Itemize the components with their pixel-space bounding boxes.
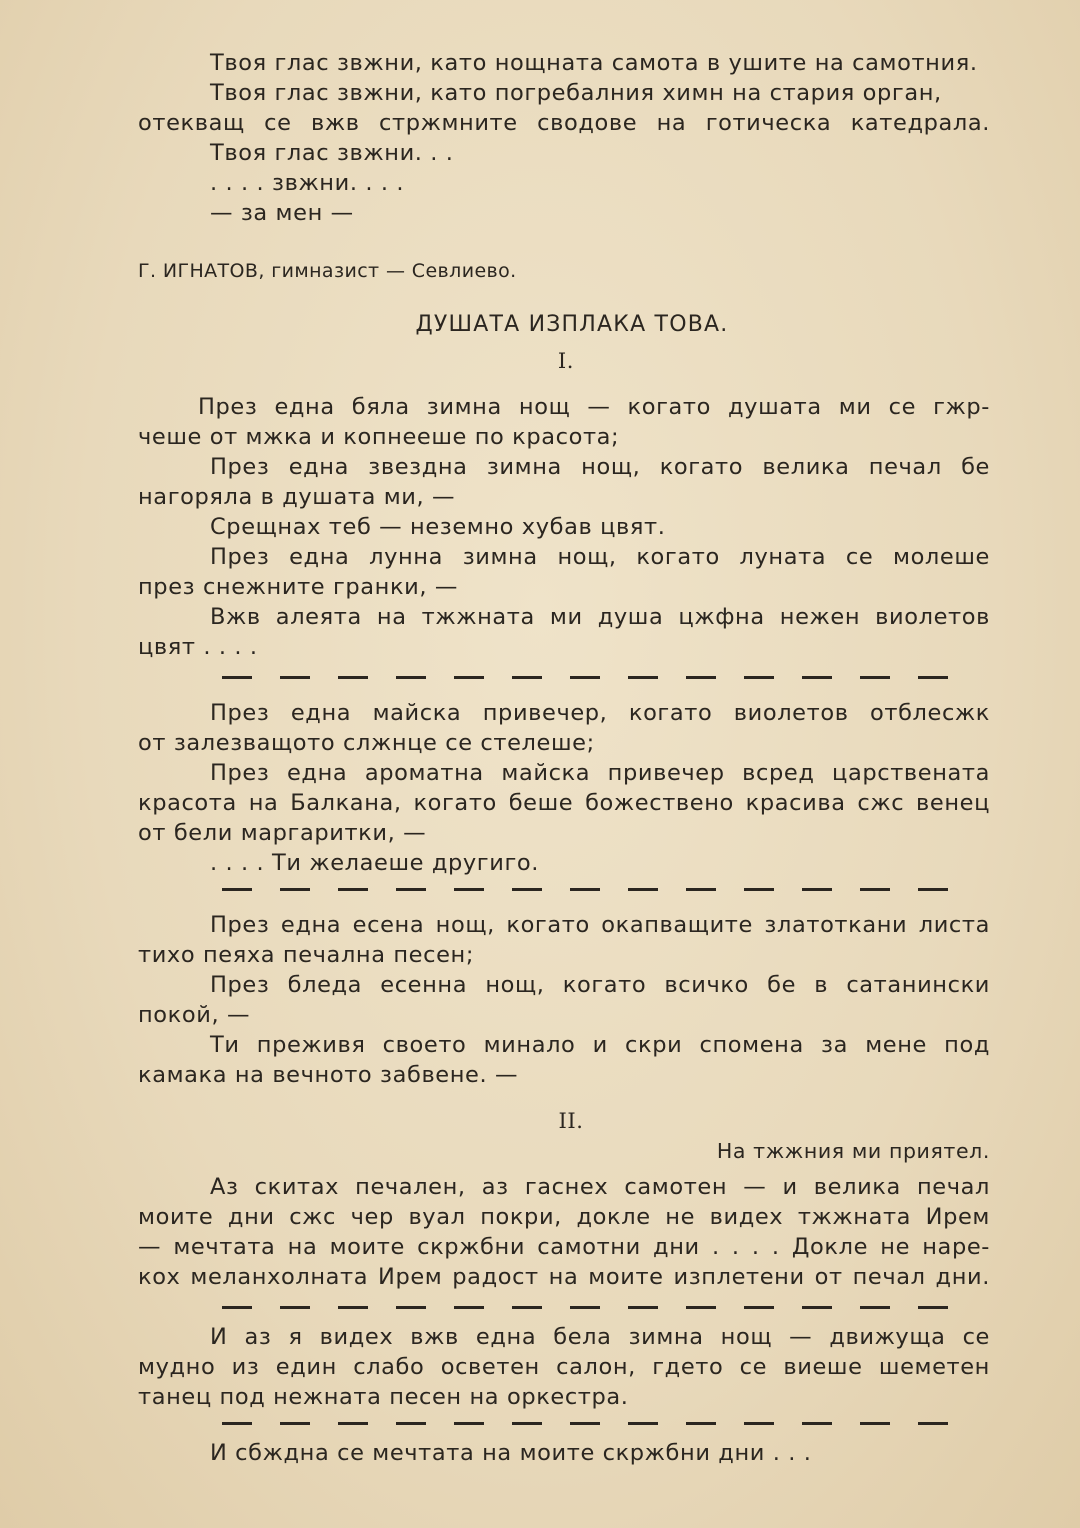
p1-s1-line-5: Срещнах теб — неземно хубав цвят. [210,514,666,540]
author-signature: Г. ИГНАТОВ, гимназист — Севлиево. [138,260,517,282]
section-divider [138,662,990,692]
section-divider [138,1292,990,1322]
p1-s1-line-6: През една лунна зимна нощ, когато луната се молеше [210,544,990,570]
dedication: На тжжния ми приятел. [716,1139,990,1163]
p1-s1-line-3: През една звездна зимна нощ, когато велика печал бе [210,454,990,480]
p1-s2-line-2: от залезващото слжнце се стелеше; [138,730,595,756]
p2-s3-line-1: И сбждна се мечтата на моите скржбни дни . . . [210,1440,812,1466]
intro-line-3: отекващ се вжв стржмните сводове на готическа катедрала. [138,110,990,136]
intro-line-1: Твоя глас звжни, като нощната самота в ушите на самотния. [210,50,978,76]
p2-s2-line-2: мудно из един слабо осветен салон, гдето се виеше шеметен [138,1354,990,1380]
p2-s2-line-1: И аз я видех вжв една бела зимна нощ — движуща се [210,1324,990,1350]
p1-s1-line-7: през снежните гранки, — [138,574,458,600]
p1-s2-line-1: През една майска привечер, когато виолетов отблесжк [210,700,990,726]
p1-s3-line-4: покой, — [138,1002,251,1028]
p2-s1-line-2: моите дни сжс чер вуал покри, докле не видех тжжната Ирем [138,1204,990,1230]
p2-s2-line-3: танец под нежната песен на оркестра. [138,1384,629,1410]
p1-s1-line-8: Вжв алеята на тжжната ми душа цжфна нежен виолетов [210,604,990,630]
p1-s3-line-3: През бледа есенна нощ, когато всичко бе в сатанински [210,972,990,998]
p2-s1-line-4: кох меланхолната Ирем радост на моите изплетени от печал дни. [138,1264,990,1290]
p1-s1-line-2: чеше от мжка и копнееше по красота; [138,424,620,450]
part-2-numeral: II. [558,1109,584,1133]
p2-s1-line-1: Аз скитах печален, аз гаснех самотен — и велика печал [210,1174,990,1200]
p1-s3-line-2: тихо пеяха печална песен; [138,942,475,968]
poem-title: ДУШАТА ИЗПЛАКА ТОВА. [415,312,729,337]
p1-s3-line-6: камака на вечното забвене. — [138,1062,519,1088]
intro-line-4: Твоя глас звжни. . . [210,140,454,166]
p1-s2-line-4: красота на Балкана, когато беше божествено красива сжс венец [138,790,990,816]
p1-s2-line-5: от бели маргаритки, — [138,820,427,846]
p2-s1-line-3: — мечтата на моите скржбни самотни дни . . . . Докле не наре- [138,1234,990,1260]
section-divider [138,874,990,904]
p1-s1-line-9: цвят . . . . [138,634,258,660]
part-1-numeral: I. [557,349,575,373]
p1-s3-line-1: През една есена нощ, когато окапващите златоткани листа [210,912,990,938]
section-divider [138,1408,990,1438]
intro-line-5: . . . . звжни. . . . [210,170,405,196]
p1-s1-line-4: нагоряла в душата ми, — [138,484,456,510]
p1-s2-line-3: През една ароматна майска привечер всред царствената [210,760,990,786]
p1-s1-line-1: През една бяла зимна нощ — когато душата ми се гжр- [198,394,990,420]
p1-s2-line-6: . . . . Ти желаеше другиго. [210,850,539,876]
intro-line-2: Твоя глас звжни, като погребалния химн на стария орган, [210,80,942,106]
p1-s3-line-5: Ти преживя своето минало и скри спомена за мене под [210,1032,990,1058]
intro-line-6: — за мен — [210,200,354,226]
page-text [138,48,990,1468]
